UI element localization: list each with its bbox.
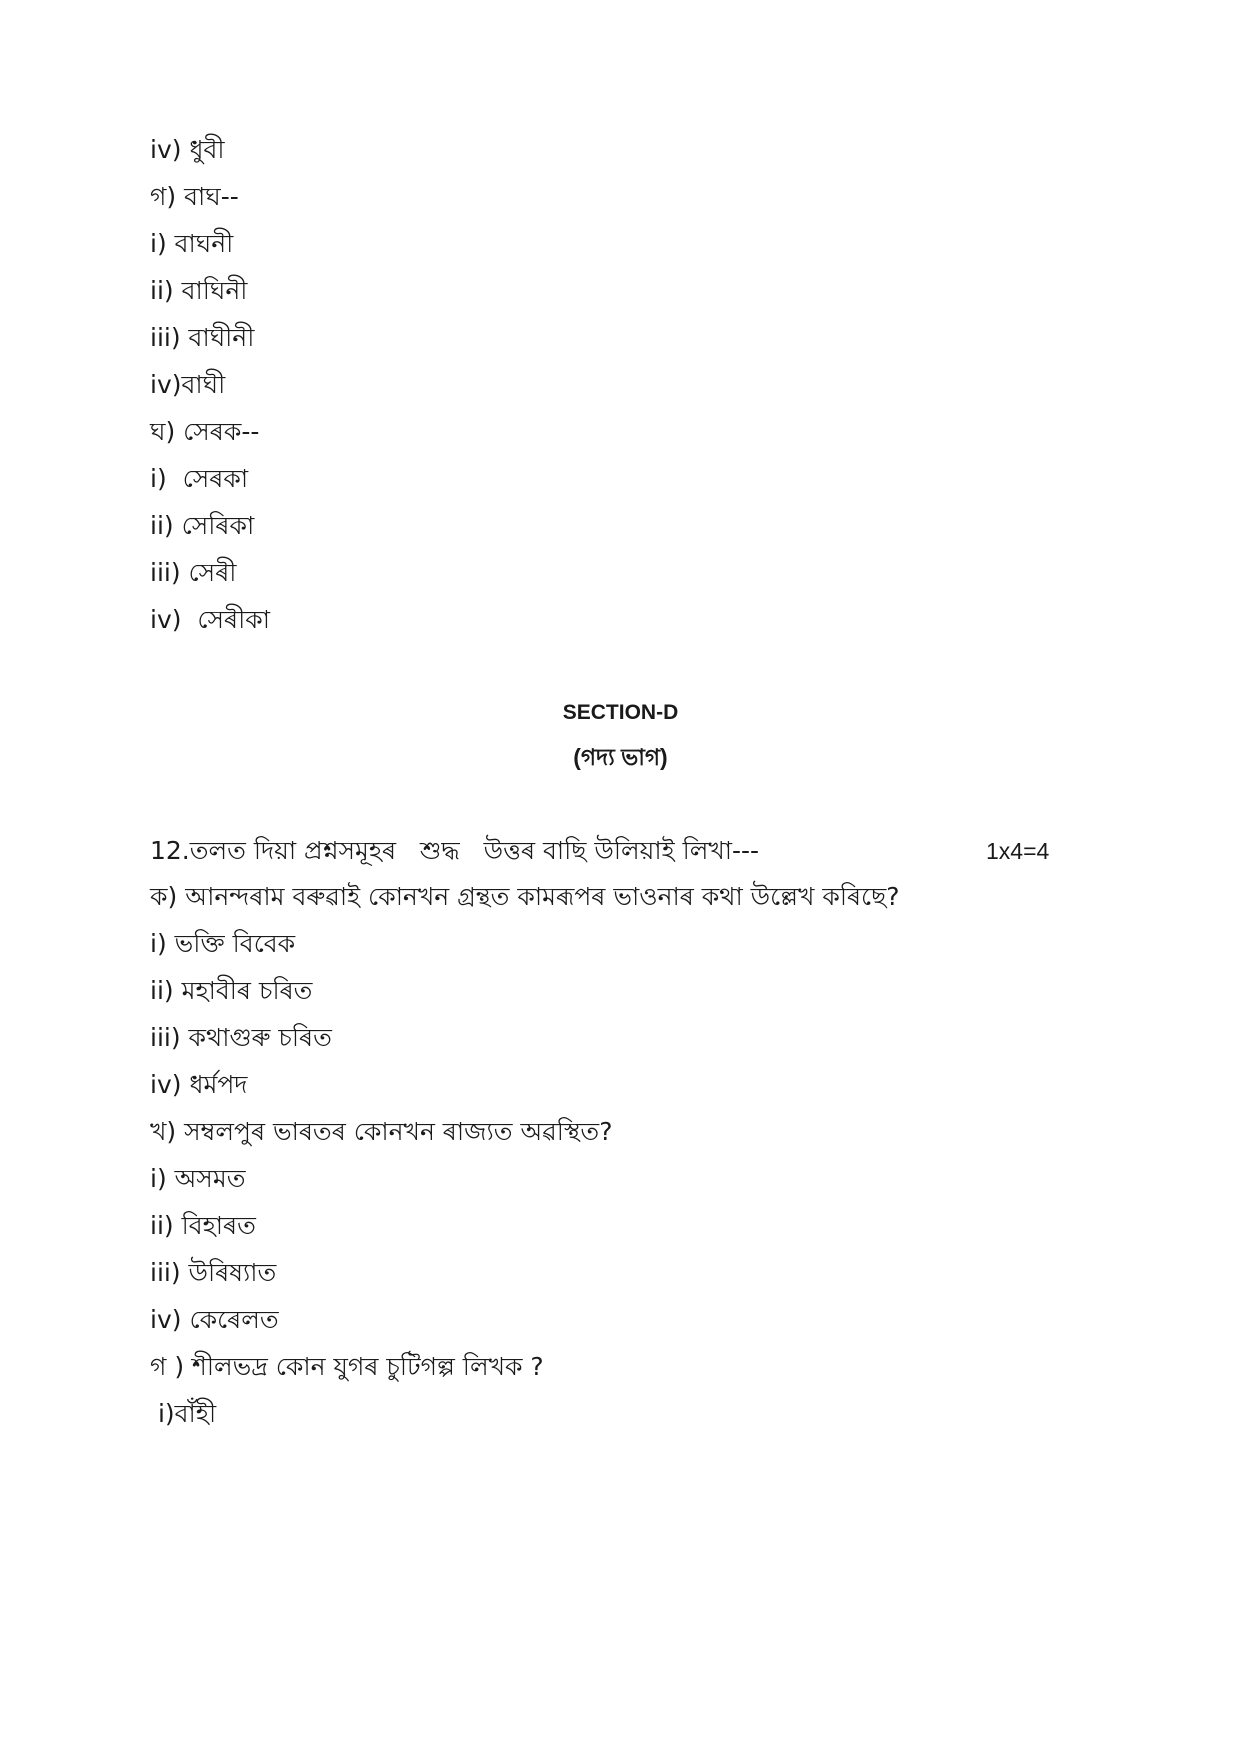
option-line: iii) সেৰী [150,558,237,587]
option-line: iv)বাঘী [150,370,226,399]
question-line: খ) সম্বলপুৰ ভাৰতৰ কোনখন ৰাজ্যত অৱস্থিত? [150,1117,613,1146]
option-line: ii) বাঘিনী [150,276,248,305]
option-line: iv) ধুবী [150,135,225,164]
option-line: i) অসমত [150,1164,246,1193]
question-line: গ ) শীলভদ্ৰ কোন যুগৰ চুটিগল্প লিখক ? [150,1352,544,1381]
option-line: i)বাঁহী [150,1399,217,1428]
section-title: SECTION-D [562,701,679,724]
question-line: গ) বাঘ-- [150,182,239,211]
option-line: i) ভক্তি বিবেক [150,929,296,958]
option-line: ii) সেৰিকা [150,511,255,540]
option-line: iv) কেৰেলত [150,1305,279,1334]
option-line: i) সেৰকা [150,464,249,493]
option-line: iv) সেৰীকা [150,605,271,634]
option-line: iii) কথাগুৰু চৰিত [150,1023,332,1052]
question-instruction: 12.তলত দিয়া প্ৰশ্নসমূহৰ শুদ্ধ উত্তৰ বাছি উলিয়াই লিখা--- [150,836,760,865]
section-subtitle: (গদ্য ভাগ) [573,744,668,770]
option-line: ii) মহাবীৰ চৰিত [150,976,313,1005]
marks-label: 1x4=4 [986,838,1050,864]
option-line: iii) বাঘীনী [150,323,255,352]
option-line: iv) ধৰ্মপদ [150,1070,248,1099]
option-line: i) বাঘনী [150,229,234,258]
option-line: ii) বিহাৰত [150,1211,256,1240]
option-line: iii) উৰিষ্যাত [150,1258,277,1287]
question-line: ক) আনন্দৰাম বৰুৱাই কোনখন গ্ৰন্থত কামৰূপৰ ভাওনাৰ কথা উল্লেখ কৰিছে? [150,882,900,911]
question-line: ঘ) সেৰক-- [150,417,260,446]
